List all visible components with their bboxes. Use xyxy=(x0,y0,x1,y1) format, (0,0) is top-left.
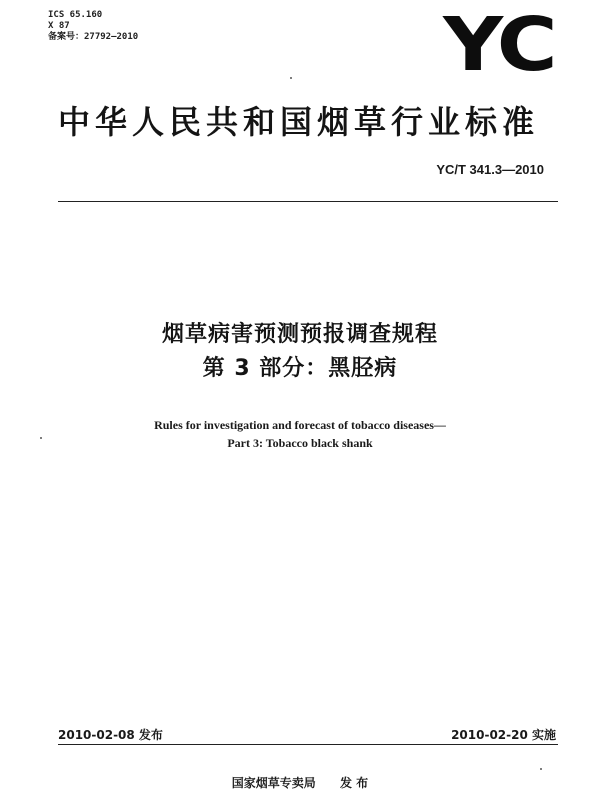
chinese-title-line-1: 烟草病害预测预报调查规程 xyxy=(161,322,438,347)
issuer xyxy=(0,774,600,791)
english-title-line-1: Rules for investigation and forecast of tobacco diseases— xyxy=(154,418,446,432)
org-title: 中华人民共和国烟草行业标准 xyxy=(58,103,540,141)
issue-date: 2010-02-08 发布 xyxy=(58,728,163,742)
ccs-code: X 87 xyxy=(48,21,70,31)
issuer-name: 国家烟草专卖局 xyxy=(231,776,316,790)
implementation-date: 2010-02-20 实施 xyxy=(451,728,556,742)
footer-divider xyxy=(58,744,558,745)
chinese-title xyxy=(0,318,600,386)
header-divider xyxy=(58,201,558,202)
record-number: 备案号：27792—2010 xyxy=(48,32,139,42)
standard-code: YC/T 341.3—2010 xyxy=(436,162,544,177)
issuer-action: 发 布 xyxy=(340,776,369,790)
english-title-line-2: Part 3: Tobacco black shank xyxy=(227,436,373,450)
scan-speck xyxy=(540,768,542,770)
document-metadata xyxy=(48,10,138,43)
ics-code: ICS 65.160 xyxy=(48,10,103,20)
yc-logo: YC xyxy=(442,2,554,88)
chinese-title-line-2: 第 3 部分：黑胫病 xyxy=(202,356,398,381)
english-title xyxy=(0,416,600,452)
scan-speck xyxy=(40,437,42,439)
scan-speck xyxy=(290,77,292,79)
